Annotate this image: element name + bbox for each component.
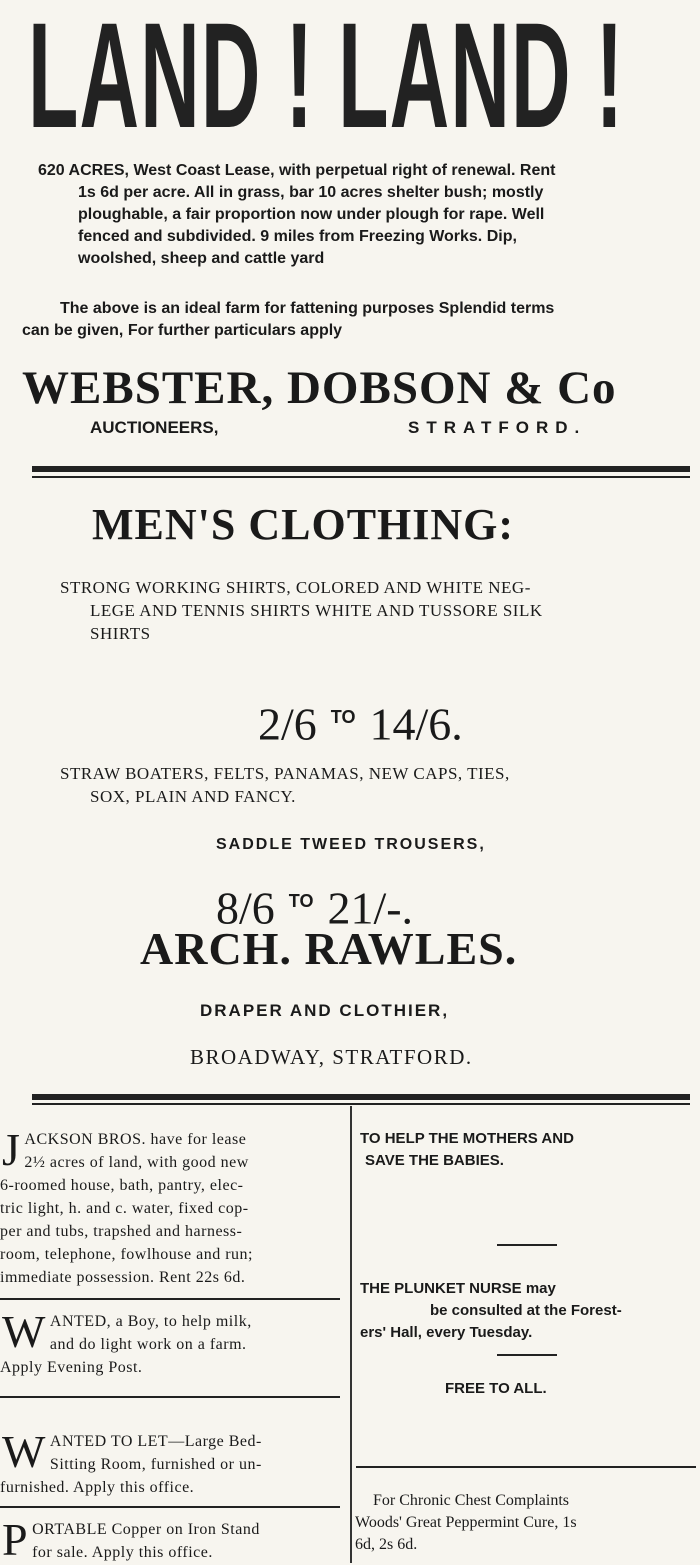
ad-line: immediate possession. Rent 22s 6d. bbox=[0, 1269, 246, 1286]
ad-portable-copper bbox=[0, 1514, 345, 1565]
ad-line: TO HELP THE MOTHERS AND bbox=[360, 1130, 574, 1147]
merchant-address: BROADWAY, STRATFORD. bbox=[190, 1045, 473, 1069]
straw-list bbox=[60, 762, 680, 808]
ad-divider bbox=[0, 1298, 340, 1300]
column-divider bbox=[350, 1106, 352, 1563]
land-heading: LAND ! LAND ! bbox=[28, 0, 625, 159]
ad-line: per and tubs, trapshed and harness- bbox=[0, 1223, 243, 1240]
section-rule bbox=[32, 1094, 690, 1100]
ad-help-mothers bbox=[360, 1128, 695, 1172]
ad-divider bbox=[0, 1506, 340, 1508]
note-line: can be given, For further particulars apply bbox=[22, 322, 343, 339]
short-rule bbox=[497, 1354, 557, 1356]
ad-wanted-let bbox=[0, 1426, 345, 1499]
ad-line: 2½ acres of land, with good new bbox=[24, 1154, 249, 1171]
straw-line: STRAW BOATERS, FELTS, PANAMAS, NEW CAPS, TIES, bbox=[60, 764, 510, 783]
price-from: 8/6 bbox=[216, 882, 275, 934]
property-line: 1s 6d per acre. All in grass, bar 10 acres shelter bush; mostly bbox=[78, 184, 544, 201]
free-to-all: FREE TO ALL. bbox=[445, 1380, 547, 1397]
price-to: 14/6. bbox=[369, 698, 463, 750]
price-from: 2/6 bbox=[258, 698, 317, 750]
firm-role: AUCTIONEERS, bbox=[90, 418, 219, 437]
dropcap: J bbox=[2, 1124, 21, 1175]
ad-line: for sale. Apply this office. bbox=[32, 1544, 213, 1561]
ad-divider bbox=[0, 1396, 340, 1398]
ad-line: and do light work on a farm. bbox=[49, 1336, 247, 1353]
section-rule-thin bbox=[32, 476, 690, 478]
ad-peppermint-cure bbox=[355, 1490, 695, 1556]
ad-line: be consulted at the Forest- bbox=[430, 1302, 622, 1319]
price-to-word: TO bbox=[288, 891, 314, 911]
ad-jackson-bros bbox=[0, 1124, 345, 1289]
merchant-name: ARCH. RAWLES. bbox=[140, 923, 518, 974]
ad-wanted-boy bbox=[0, 1306, 345, 1379]
property-line: fenced and subdivided. 9 miles from Freezing Works. Dip, bbox=[78, 228, 517, 245]
ad-line: 6-roomed house, bath, pantry, elec- bbox=[0, 1177, 244, 1194]
shirts-line: LEGE AND TENNIS SHIRTS WHITE AND TUSSORE SILK bbox=[90, 601, 543, 620]
price-to: 21/-. bbox=[327, 882, 414, 934]
dropcap: W bbox=[2, 1306, 46, 1357]
saddle-trousers: SADDLE TWEED TROUSERS, bbox=[216, 836, 486, 853]
ad-line: ANTED, a Boy, to help milk, bbox=[49, 1313, 252, 1330]
section-rule-thin bbox=[32, 1103, 690, 1105]
ad-line: furnished. Apply this office. bbox=[0, 1479, 195, 1496]
ad-line: tric light, h. and c. water, fixed cop- bbox=[0, 1200, 249, 1217]
ad-line: ANTED TO LET—Large Bed- bbox=[49, 1433, 262, 1450]
ad-line: Apply Evening Post. bbox=[0, 1359, 143, 1376]
property-description bbox=[38, 160, 678, 270]
price-to-word: TO bbox=[330, 707, 356, 727]
ad-plunket-nurse bbox=[360, 1278, 695, 1344]
dropcap: P bbox=[2, 1514, 29, 1565]
shirts-line: SHIRTS bbox=[90, 624, 151, 643]
ad-line: Woods' Great Peppermint Cure, 1s bbox=[355, 1514, 577, 1531]
price-range-shirts bbox=[258, 692, 463, 749]
firm-name: WEBSTER, DOBSON & Co bbox=[22, 362, 617, 414]
note-line: The above is an ideal farm for fattening purposes Splendid terms bbox=[60, 300, 555, 317]
ad-line: room, telephone, fowlhouse and run; bbox=[0, 1246, 253, 1263]
section-rule bbox=[32, 466, 690, 472]
shirts-list bbox=[60, 576, 680, 645]
clothing-title: MEN'S CLOTHING: bbox=[92, 500, 515, 549]
property-line: woolshed, sheep and cattle yard bbox=[78, 250, 325, 267]
short-rule bbox=[497, 1244, 557, 1246]
ad-line: ORTABLE Copper on Iron Stand bbox=[32, 1521, 260, 1538]
ad-line: ers' Hall, every Tuesday. bbox=[360, 1324, 533, 1341]
ad-line: Sitting Room, furnished or un- bbox=[49, 1456, 262, 1473]
property-note bbox=[22, 298, 698, 342]
ad-line: SAVE THE BABIES. bbox=[365, 1152, 504, 1169]
ad-line: 6d, 2s 6d. bbox=[355, 1536, 418, 1553]
ad-divider bbox=[356, 1466, 696, 1468]
merchant-trade: DRAPER AND CLOTHIER, bbox=[200, 1001, 450, 1020]
firm-subline bbox=[90, 418, 680, 438]
dropcap: W bbox=[2, 1426, 46, 1477]
property-line: 620 ACRES, West Coast Lease, with perpetual right of renewal. Rent bbox=[38, 162, 556, 179]
ad-line: THE PLUNKET NURSE may bbox=[360, 1280, 556, 1297]
property-line: ploughable, a fair proportion now under plough for rape. Well bbox=[78, 206, 545, 223]
straw-line: SOX, PLAIN AND FANCY. bbox=[90, 787, 296, 806]
ad-line: ACKSON BROS. have for lease bbox=[24, 1131, 247, 1148]
ad-line: For Chronic Chest Complaints bbox=[373, 1492, 569, 1509]
firm-town: STRATFORD. bbox=[408, 418, 587, 437]
shirts-line: STRONG WORKING SHIRTS, COLORED AND WHITE NEG- bbox=[60, 578, 531, 597]
